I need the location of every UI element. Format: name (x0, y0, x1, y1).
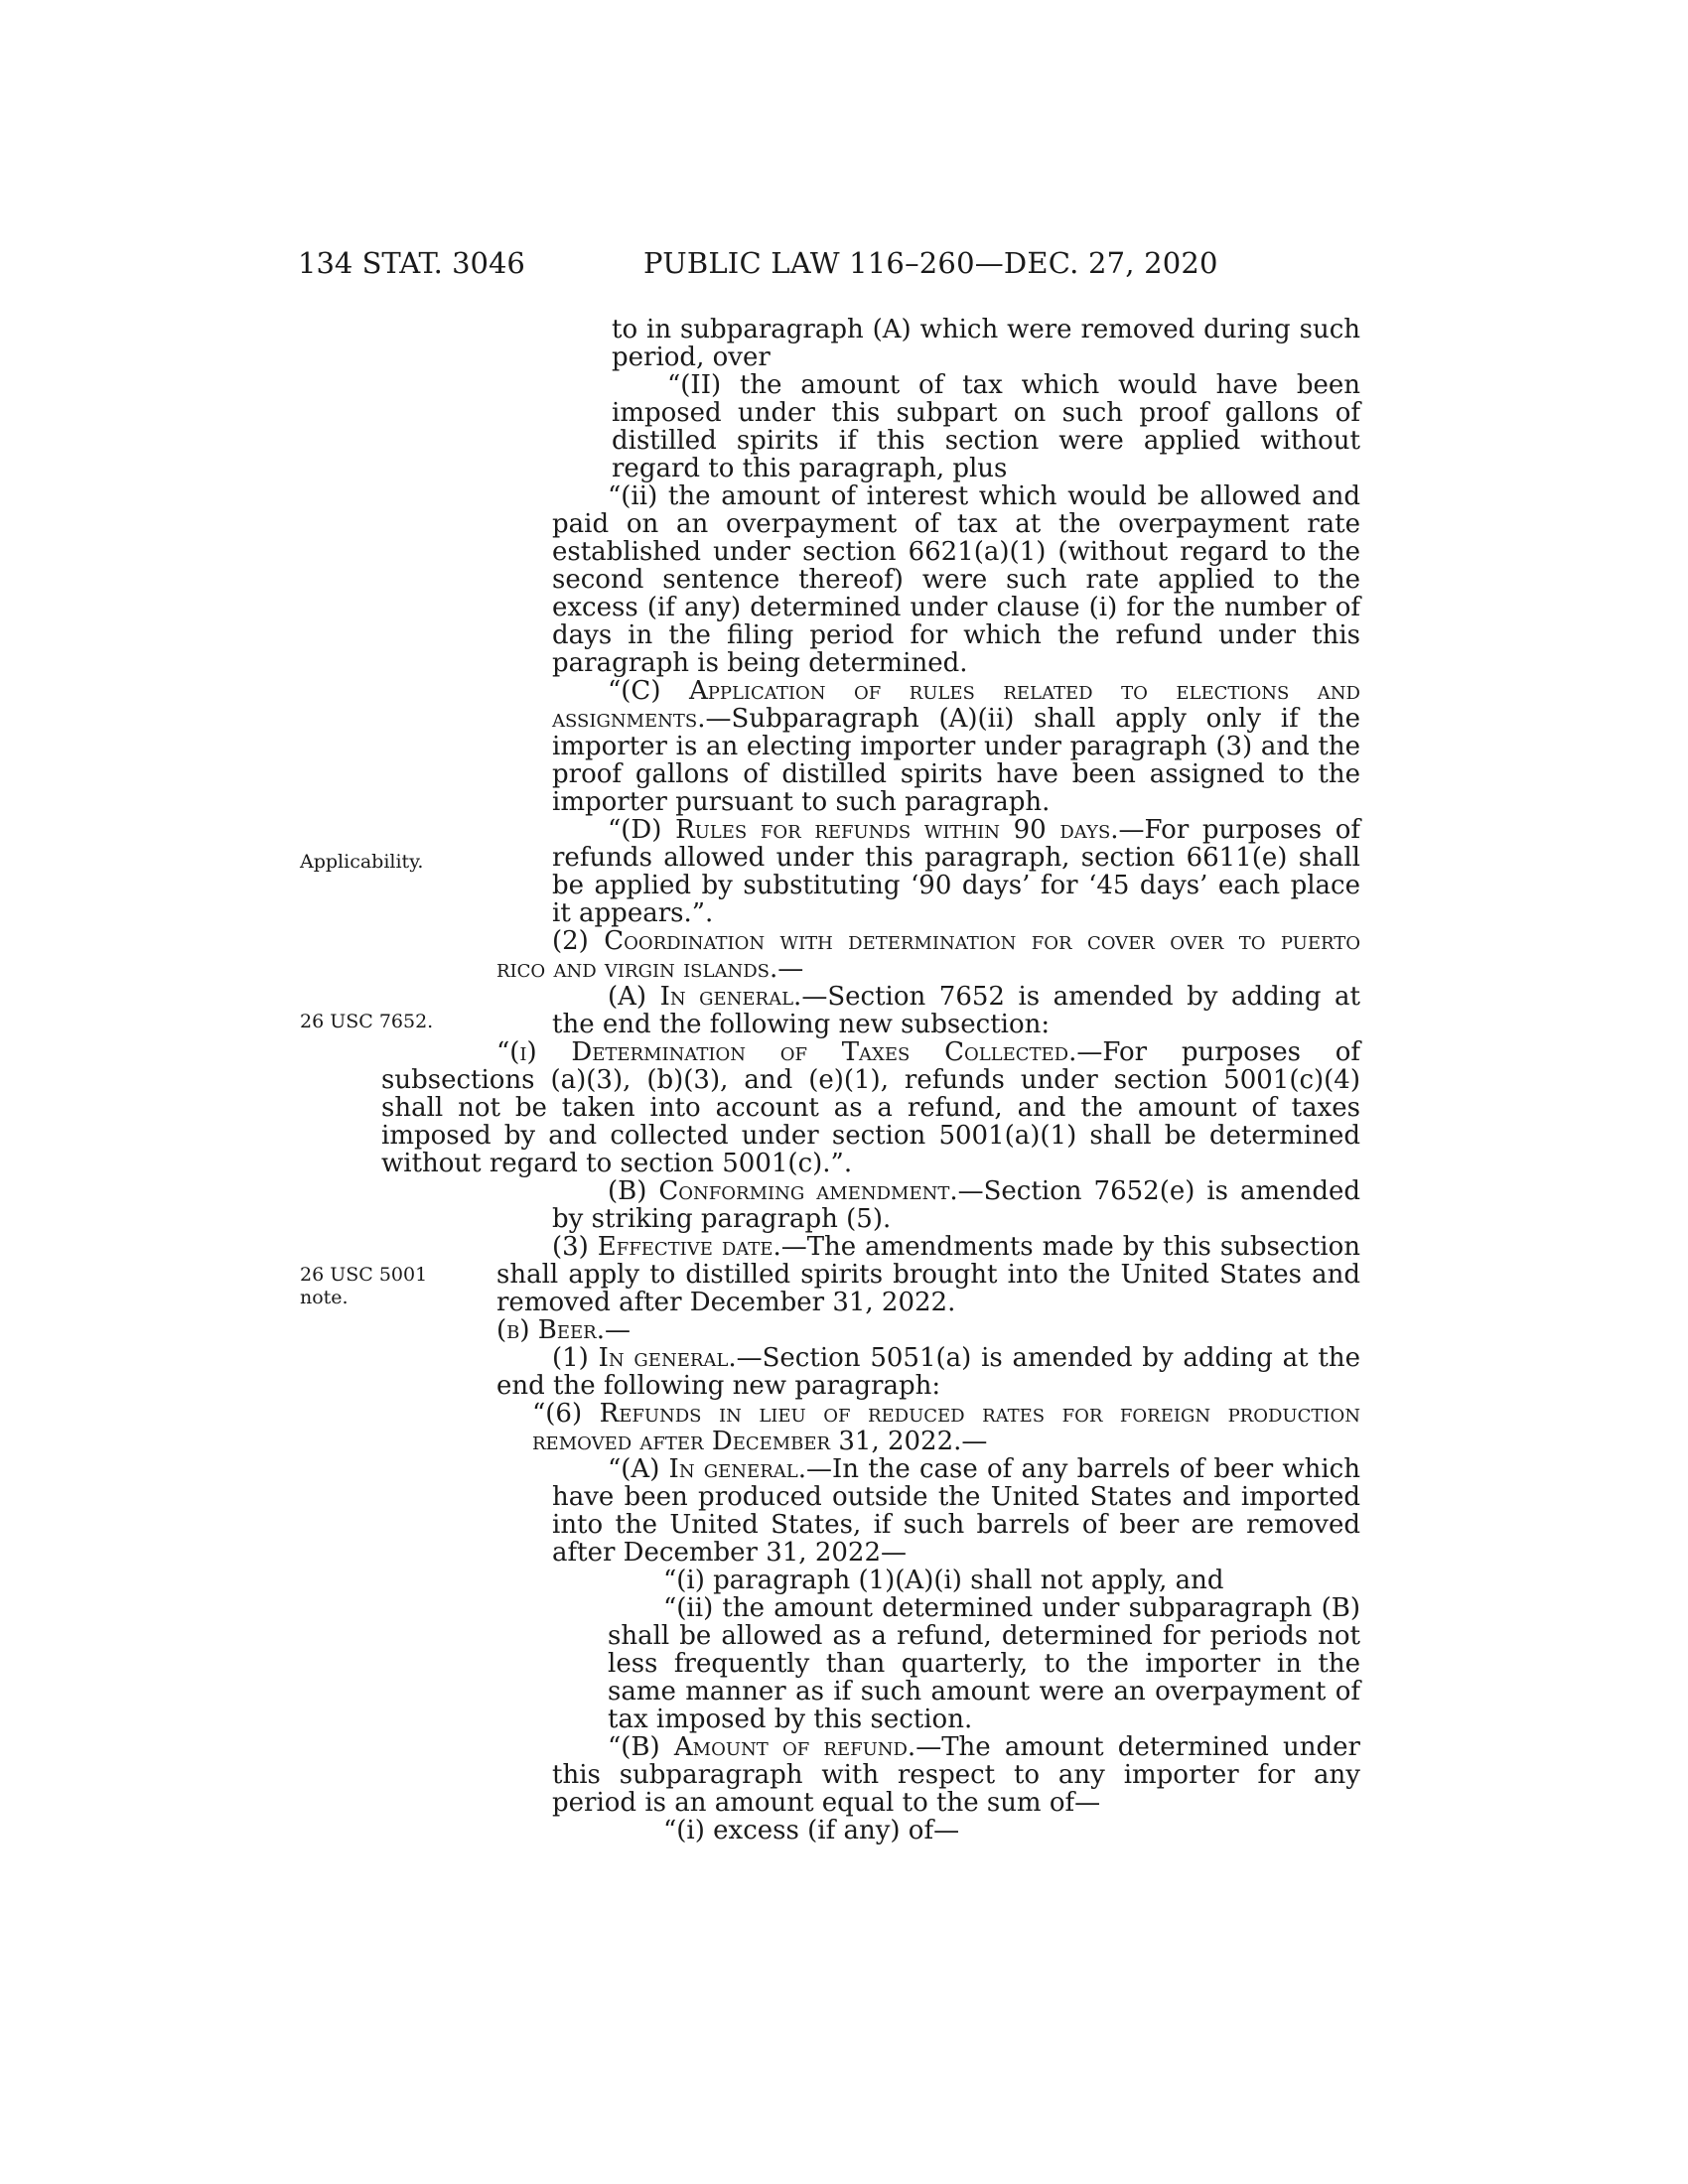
clause-II: “(II) the amount of tax which would have been imposed under this subpart on such proof gallons of distilled spirits if this section were applied without regard to this paragraph, plus (612, 370, 1360, 483)
new-subparagraph-B-body: —The amount determined under this subparagraph with respect to any importer for any period is an amount equal to the sum of— (552, 1732, 1360, 1818)
new-subparagraph-A-heading: “(A) In general. (608, 1454, 806, 1484)
margin-note-usc-7652: 26 USC 7652. (300, 1011, 434, 1032)
new-paragraph-6-dash: — (961, 1427, 988, 1456)
beer-paragraph-1-heading: (1) In general. (552, 1343, 737, 1373)
subparagraph-D-body: —For purposes of refunds allowed under this paragraph, section 6611(e) shall be applied by substituting ‘90 days’ for ‘45 days’ each place it appears.”. (552, 815, 1360, 928)
subparagraph-C (496, 677, 1360, 816)
new-subparagraph-A-body: —In the case of any barrels of beer which have been produced outside the United States and imported into the United States, if such barrels of beer are removed after December 31, 2022— (552, 1454, 1360, 1568)
subparagraph-C-body: —Subparagraph (A)(ii) shall apply only if the importer is an electing importer under paragraph (3) and the proof gallons of distilled spirits have been assigned to the importer pursuant to such paragraph. (552, 704, 1360, 817)
clause-ii-text: “(ii) the amount of interest which would be allowed and paid on an overpayment of tax at the overpayment rate established under section 6621(a)(1) (without regard to the second sentence thereof) were such rate applied to the excess (if any) determined under clause (i) for the number of days in the filing period for which the refund under this paragraph is being determined. (552, 481, 1360, 678)
subsection-b-heading: (b) Beer. (496, 1315, 605, 1345)
margin-note-usc-5001 (300, 1264, 427, 1309)
new-clause-B-i: “(i) excess (if any) of— (663, 1816, 960, 1845)
subsection-i-body: —For purposes of subsections (a)(3), (b)(3), and (e)(1), refunds under section 5001(c)(4) shall not be taken into account as a refund, and the amount of taxes imposed by and collected under section 5001(a)(1) shall be determined without regard to section 5001(c).”. (381, 1037, 1360, 1178)
margin-note-applicability: Applicability. (300, 851, 424, 873)
new-clause-i: “(i) paragraph (1)(A)(i) shall not apply, and (663, 1566, 1224, 1595)
new-paragraph-6-heading: “(6) Refunds in lieu of reduced rates for foreign production removed after December 31, 2022. (532, 1399, 1360, 1456)
margin-note-usc-5001-line1: 26 USC 5001 (300, 1264, 428, 1286)
paragraph-2-dash: — (777, 954, 804, 984)
subparagraph-C-heading: “(C) Application of rules related to elections and assignments. (552, 676, 1360, 734)
new-subparagraph-B-heading: “(B) Amount of refund. (608, 1732, 916, 1762)
subsection-i-heading: “(i) Determination of Taxes Collected. (496, 1037, 1077, 1067)
subsection-b-beer (496, 1316, 1360, 1344)
paragraph-3-body: —The amendments made by this subsection shall apply to distilled spirits brought into the United States and removed after December 31, 2022. (496, 1232, 1361, 1317)
subparagraph-A (496, 983, 1360, 1038)
subsection-b-dash: — (604, 1315, 631, 1345)
subsection-i (381, 1038, 1360, 1177)
subparagraph-B (496, 1177, 1360, 1233)
new-subparagraph-A (496, 1455, 1360, 1567)
margin-note-usc-5001-line2: note. (300, 1287, 349, 1308)
paragraph-continuation: to in subparagraph (A) which were removed during such period, over (612, 315, 1360, 372)
paragraph-3-heading: (3) Effective date. (552, 1232, 781, 1262)
subparagraph-A-body: —Section 7652 is amended by adding at the end the following new subsection: (552, 982, 1360, 1039)
page-header-stat: 134 STAT. 3046 (298, 246, 525, 280)
beer-paragraph-1 (496, 1344, 1360, 1400)
document-body (381, 315, 1361, 1845)
new-paragraph-6 (477, 1400, 1360, 1455)
beer-paragraph-1-body: —Section 5051(a) is amended by adding at the end the following new paragraph: (496, 1343, 1360, 1401)
page-header-title: PUBLIC LAW 116–260—DEC. 27, 2020 (643, 246, 1218, 280)
subparagraph-D-heading: “(D) Rules for refunds within 90 days. (608, 815, 1119, 845)
new-subparagraph-B (496, 1733, 1360, 1817)
clause-ii (496, 482, 1360, 677)
paragraph-2 (496, 927, 1360, 983)
subparagraph-A-heading: (A) In general. (608, 982, 802, 1012)
subparagraph-B-body: —Section 7652(e) is amended by striking paragraph (5). (552, 1176, 1360, 1234)
paragraph-2-heading: (2) Coordination with determination for cover over to puerto rico and virgin islands. (496, 926, 1360, 984)
subparagraph-D (496, 816, 1360, 927)
subparagraph-B-heading: (B) Conforming amendment. (608, 1176, 958, 1206)
paragraph-3 (496, 1233, 1360, 1316)
new-clause-ii: “(ii) the amount determined under subparagraph (B) shall be allowed as a refund, determined for periods not less frequently than quarterly, to the importer in the same manner as if such amount were an overpayment of tax imposed by this section. (608, 1593, 1360, 1734)
